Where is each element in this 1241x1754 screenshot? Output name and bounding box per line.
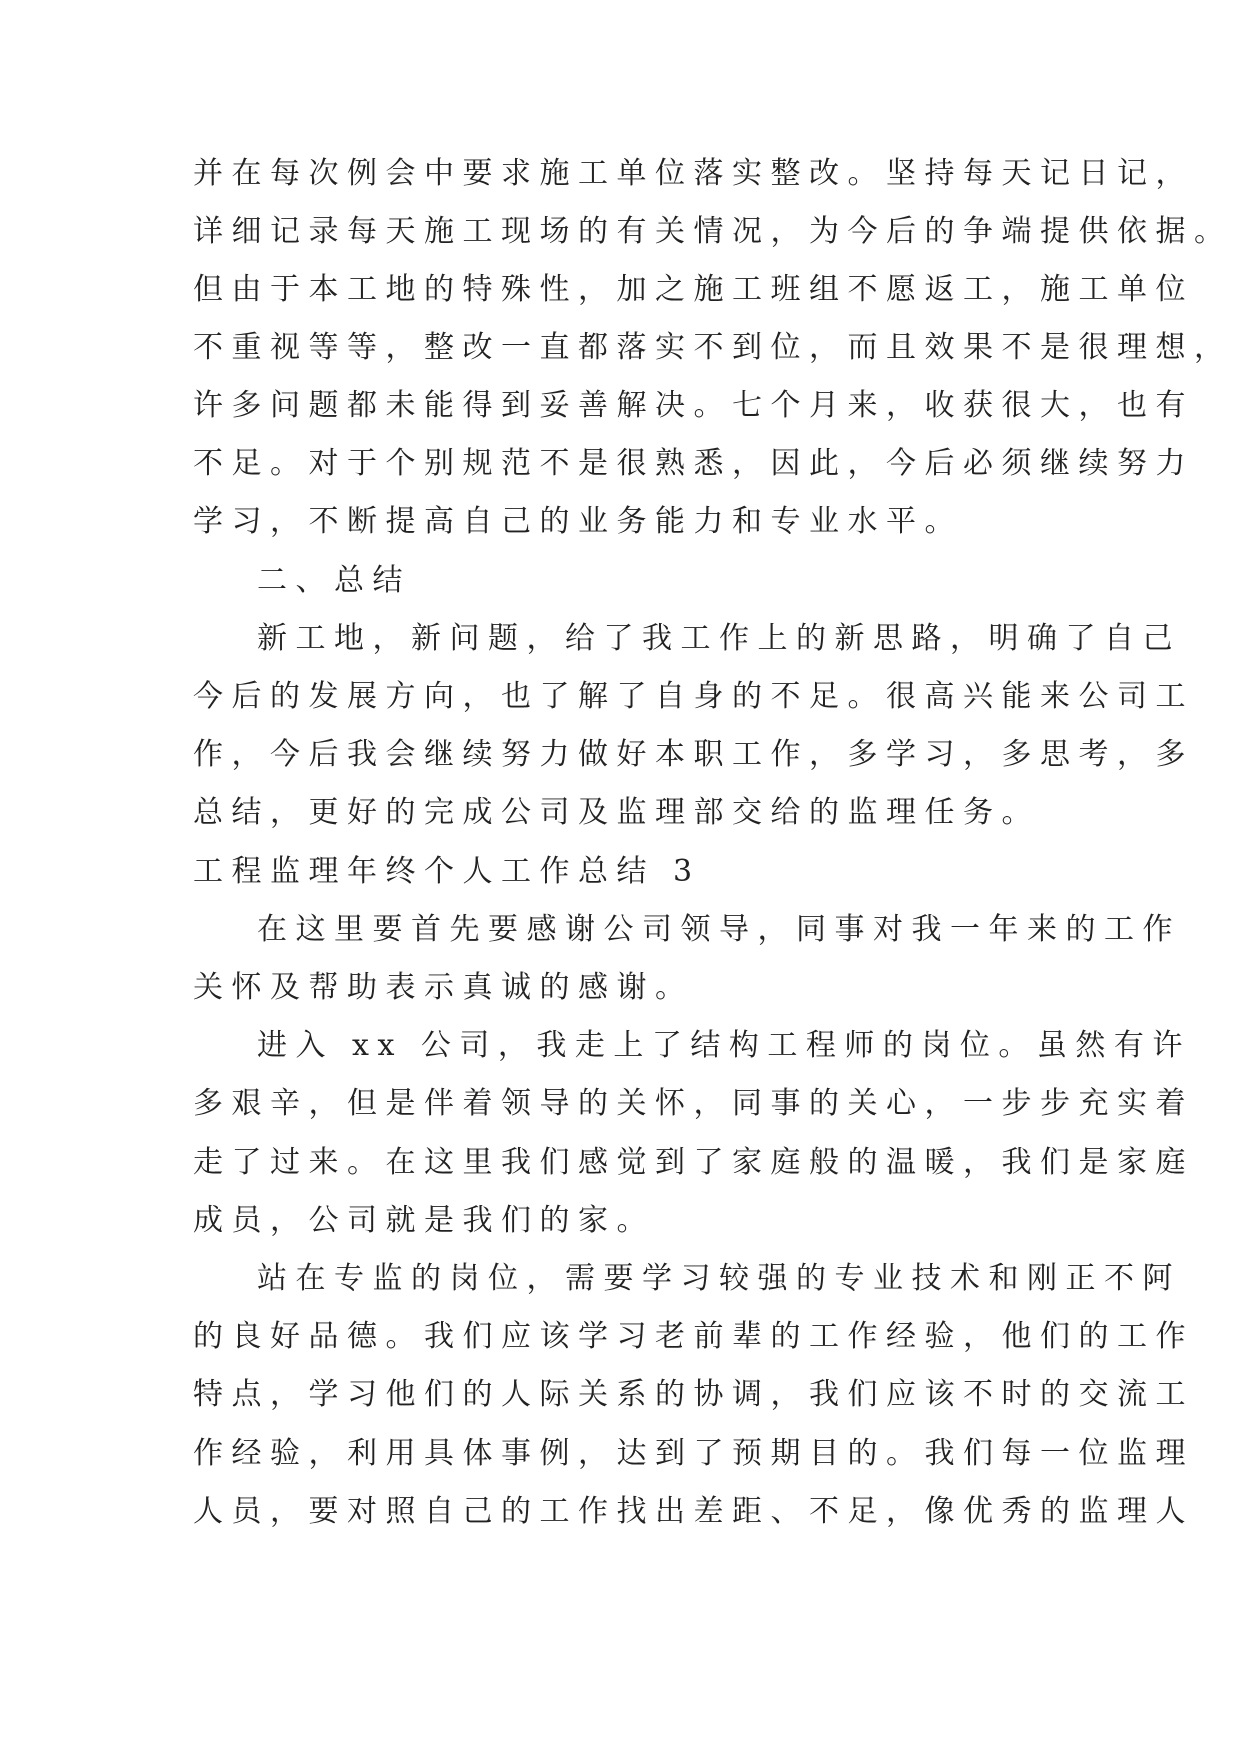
text-line: 但由于本工地的特殊性，加之施工班组不愿返工，施工单位 — [193, 272, 1194, 307]
article-title: 工程监理年终个人工作总结 3 — [193, 854, 701, 889]
text-line: 作，今后我会继续努力做好本职工作，多学习，多思考，多 — [193, 737, 1194, 772]
section-heading: 二、总结 — [257, 563, 411, 598]
text-line: 特点，学习他们的人际关系的协调，我们应该不时的交流工 — [193, 1377, 1194, 1412]
text-line: 在这里要首先要感谢公司领导，同事对我一年来的工作 — [257, 912, 1181, 947]
text-line: 成员，公司就是我们的家。 — [193, 1203, 655, 1238]
text-line: 许多问题都未能得到妥善解决。七个月来，收获很大，也有 — [193, 388, 1194, 423]
text-line: 今后的发展方向，也了解了自身的不足。很高兴能来公司工 — [193, 679, 1194, 714]
text-line: 人员，要对照自己的工作找出差距、不足，像优秀的监理人 — [193, 1494, 1194, 1529]
text-line: 不足。对于个别规范不是很熟悉，因此，今后必须继续努力 — [193, 446, 1194, 481]
text-line: 总结，更好的完成公司及监理部交给的监理任务。 — [193, 795, 1040, 830]
text-line: 学习，不断提高自己的业务能力和专业水平。 — [193, 504, 963, 539]
text-line: 多艰辛，但是伴着领导的关怀，同事的关心，一步步充实着 — [193, 1086, 1194, 1121]
text-line: 进入 xx 公司，我走上了结构工程师的岗位。虽然有许 — [257, 1028, 1191, 1063]
text-line: 新工地，新问题，给了我工作上的新思路，明确了自己 — [257, 621, 1181, 656]
text-line: 走了过来。在这里我们感觉到了家庭般的温暖，我们是家庭 — [193, 1145, 1194, 1180]
text-line: 并在每次例会中要求施工单位落实整改。坚持每天记日记， — [193, 156, 1194, 191]
text-line: 不重视等等，整改一直都落实不到位，而且效果不是很理想， — [193, 330, 1233, 365]
text-line: 站在专监的岗位，需要学习较强的专业技术和刚正不阿 — [257, 1261, 1181, 1296]
text-line: 作经验，利用具体事例，达到了预期目的。我们每一位监理 — [193, 1436, 1194, 1471]
text-line: 关怀及帮助表示真诚的感谢。 — [193, 970, 694, 1005]
text-line: 的良好品德。我们应该学习老前辈的工作经验，他们的工作 — [193, 1319, 1194, 1354]
text-line: 详细记录每天施工现场的有关情况，为今后的争端提供依据。 — [193, 214, 1233, 249]
